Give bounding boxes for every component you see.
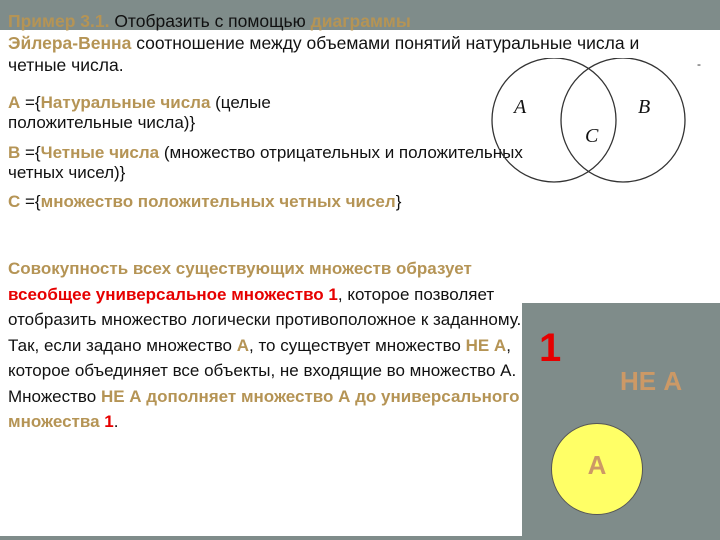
def-a-name: Натуральные числа	[40, 93, 211, 112]
universal-set-paragraph	[8, 256, 548, 435]
para-intro: Совокупность всех существующих множеств образует	[8, 259, 472, 278]
def-b-desc: (множество отрицательных и положительных четных чисел)}	[8, 143, 523, 182]
para-end: .	[113, 412, 119, 431]
para-not-a: НЕ А	[465, 335, 507, 355]
title-text-2: соотношение между объемами понятий натуральные числа и четные числа.	[8, 33, 640, 75]
para-text-3: , которое объединяет все объекты, не входящие во множество А. Множество	[8, 335, 517, 406]
para-one: 1	[104, 412, 114, 431]
def-c-end: }	[395, 192, 402, 211]
venn-diagram	[490, 58, 690, 190]
venn-label-a: A	[514, 96, 527, 118]
def-a-letter: А	[8, 93, 21, 112]
def-a-eq: ={	[20, 93, 41, 112]
venn-label-c: C	[585, 125, 599, 147]
venn-circle-b	[561, 58, 685, 182]
corner-mark: -	[697, 57, 701, 71]
title-euler-venn: Эйлера-Венна	[8, 33, 132, 53]
para-universal-set: всеобщее универсальное множество 1	[8, 284, 338, 304]
para-text-2: , то существует множество	[249, 335, 466, 355]
example-number: Пример 3.1.	[8, 11, 110, 31]
para-set-a: А	[236, 335, 249, 355]
para-text-1: , которое позволяет отобразить множество логически противоположное к заданному. Так, если задано множество	[8, 284, 522, 355]
definition-b	[8, 143, 533, 183]
def-c-name: множество положительных четных чисел	[40, 192, 396, 211]
not-a-label: НЕ А	[620, 366, 683, 396]
def-b-name: Четные числа	[40, 143, 160, 162]
universal-set-number: 1	[539, 326, 562, 370]
venn-circle-a	[492, 58, 616, 182]
def-c-letter: С	[8, 192, 21, 211]
definition-c	[8, 192, 508, 212]
title-diagram-word: диаграммы	[310, 11, 411, 31]
definition-a	[8, 93, 388, 133]
def-b-letter: В	[8, 143, 21, 162]
venn-label-b: B	[638, 96, 651, 118]
para-complement: НЕ А дополняет множество А до универсального множества	[8, 386, 520, 431]
set-a-circle-label: А	[587, 450, 607, 480]
def-c-eq: ={	[20, 192, 41, 211]
bottom-banner-bar	[0, 536, 720, 540]
def-b-eq: ={	[20, 143, 41, 162]
title-text-1: Отобразить с помощью	[109, 11, 311, 31]
def-a-desc: (целые положительные числа)}	[8, 93, 271, 132]
